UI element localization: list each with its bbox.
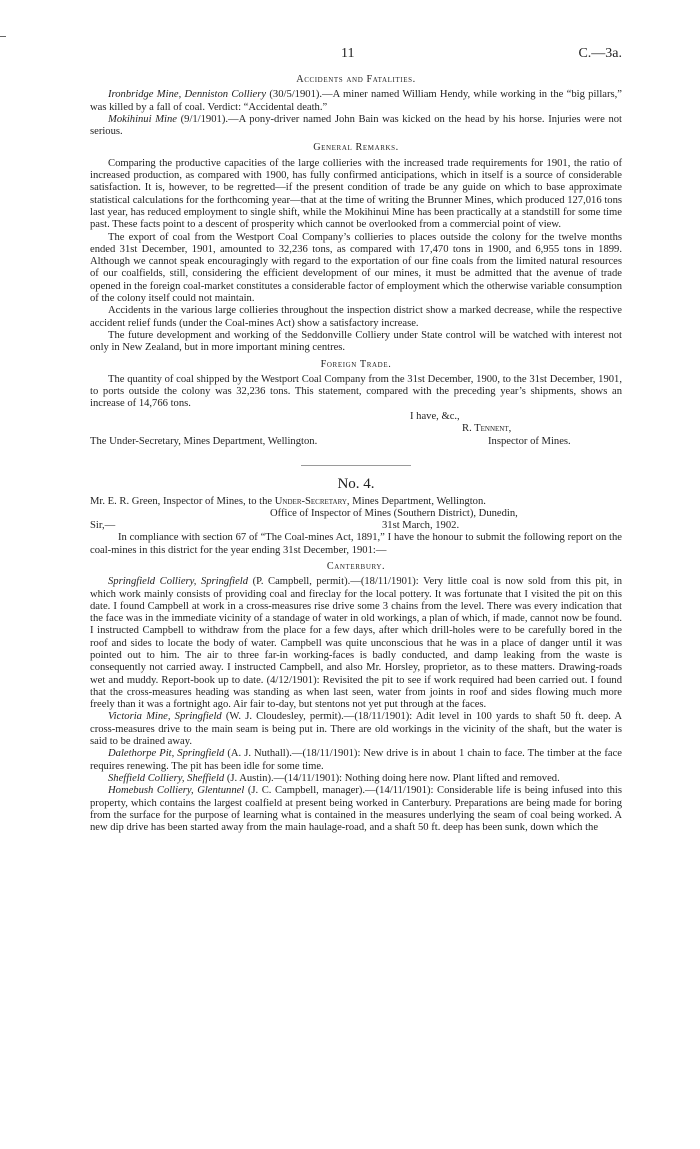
page-edge-mark	[0, 36, 6, 37]
document-page	[90, 48, 622, 834]
accidents-heading: Accidents and Fatalities.	[296, 74, 416, 85]
mine-name: Victoria Mine, Springfield	[108, 711, 222, 723]
mine-report: (J. C. Campbell, manager).—(14/11/1901): Considerable life is being infused into this property, which contains the largest coalfield at present being worked in Canterbury. Preparations are being made for boring from the surface for the purpose of learning what is contained in the measures underlying the seam of coal being worked. A new dip drive has been started away from the main haulage-road, and a shaft 50 ft. deep has been sunk, down which the	[90, 785, 622, 834]
mine-report: (P. Campbell, permit).—(18/11/1901): Very little coal is now sold from this pit, in which work mainly consists of providing coal and fireclay for the local pottery. It was fortunate that I visited the pit on this date. I found Campbell at work in a cross-measures rise drive some 3 chains from the level. There was every indication that the face was in the immediate vicinity of a standage of water in old workings, a plan of which, if made, cannot now be found. I instructed Campbell to withdraw from the place for a few days, after which drill-holes were to be carefully bored in the roof and sides to locate the body of water. Campbell was quite unconscious that he was in a place of danger until it was pointed out to him. The air to three far-in working-faces is badly conducted, and damp leaking from the waste is consequently not carried away. I instructed Campbell, and also Mr. Horsley, proprietor, as to these matters. Drawing-roads wet and muddy. Report-book up to date. (4/12/1901): Revisited the pit to see if work required had been carried out. I found that the cross-measures heading was standing as when last seen, water from joints in roof and sides flowing much more freely than it was a fortnight ago. Air fair to-day, but stentons not yet put through at the faces.	[90, 576, 622, 711]
mine-entry	[90, 773, 622, 785]
signatory: R. Tennent,	[462, 422, 512, 434]
signatory-role: Inspector of Mines.	[488, 435, 571, 447]
mine-name: Springfield Colliery, Springfield	[108, 576, 249, 588]
accident-text: (30/5/1901).—A miner named William Hendy, while working in the “big pillars,” was killed by a fall of coal. Verdict: “Accidental death.”	[90, 89, 622, 113]
mine-name: Dalethorpe Pit, Springfield	[108, 748, 225, 760]
report-intro	[90, 496, 622, 508]
mine-name: Homebush Colliery, Glentunnel	[108, 785, 245, 797]
recipient-title: Under-Secretary	[274, 496, 347, 508]
general-paragraph: Comparing the productive capacities of the large collieries with the increased trade requirements for 1901, the ratio of increased production, as compared with 1900, has fully confirmed anticipations, which in itself is a source of considerable satisfaction. It is, however, to be regretted—if the present condition of trade be any guide on which to base approximate statistical calculations for the forthcoming year—that at the time of writing the Brunner Mines, which produced 127,016 tons last year, has reduced employment to single shift, while the Mokihinui Mine has been practically at a standstill for some time past. These facts point to a descent of prosperity which cannot be overlooked from a commercial point of view.	[90, 157, 622, 231]
intro-text: , Inspector of Mines, to the	[157, 496, 275, 508]
mine-name: Mokihinui Mine	[108, 113, 177, 125]
accident-entry	[90, 89, 622, 114]
document-reference: C.—3a.	[578, 46, 622, 61]
letter-address	[90, 508, 622, 532]
mine-report: (A. J. Nuthall).—(18/11/1901): New drive is in about 1 chain to face. The timber at the face requires renewing. The pit has been idle for some time.	[90, 748, 623, 772]
inspector-name: Mr. E. R. Green	[90, 496, 158, 508]
mine-report: (W. J. Cloudesley, permit).—(18/11/1901): Adit level in 100 yards to shaft 50 ft. deep. A cross-measures drive to the main seam is being put in. There are old workings in the vicinity of the shaft, but the water is said to be drained away.	[90, 711, 622, 748]
accident-entry	[90, 114, 622, 139]
addressee: The Under-Secretary, Mines Department, Wellington.	[90, 435, 318, 447]
mine-name: Sheffield Colliery, Sheffield	[108, 772, 225, 784]
intro-text-end: , Mines Department, Wellington.	[346, 496, 486, 508]
salutation: Sir,—	[90, 520, 116, 532]
letter-closing	[90, 411, 622, 449]
foreign-trade-heading: Foreign Trade.	[320, 358, 392, 370]
report-opening	[90, 532, 622, 557]
mine-report: (J. Austin).—(14/11/1901): Nothing doing here now. Plant lifted and removed.	[224, 772, 560, 784]
general-paragraph: The future development and working of the Seddonville Colliery under State control will be watched with interest not only in New Zealand, but in more important mining centres.	[90, 329, 622, 354]
office-address: Office of Inspector of Mines (Southern District), Dunedin,	[270, 508, 518, 520]
general-paragraph: The export of coal from the Westport Coal Company’s collieries to places outside the colony for the twelve months ended 31st December, 1901, amounted to 32,236 tons, as compared with 17,470 tons in 1900, and 6,955 tons in 1899. Although we cannot speak encouragingly with regard to the exportation of our fine coals from the limited natural resources of our coalfields, still, considering the efficient development of our mines, it must be admitted that the avenue of trade opened in the foreign coal-market constitutes a considerable factor of employment which the otherwise variable consumption of the colony itself could not maintain.	[90, 231, 622, 305]
section-divider	[301, 465, 411, 466]
general-paragraph: Accidents in the various large collieries throughout the inspection district show a marked decrease, while the respective accident relief funds (under the Coal-mines Act) show a satisfactory increase.	[90, 305, 622, 329]
foreign-trade-paragraph: The quantity of coal shipped by the Westport Coal Company from the 31st December, 1900, to the 31st December, 1901, to ports outside the colony was 32,236 tons. This statement, compared with the preceding year’s shipments, shows an increase of 14,766 tons.	[90, 373, 622, 410]
mine-entry	[90, 711, 622, 748]
canterbury-heading: Canterbury.	[326, 560, 386, 572]
mine-entry	[90, 785, 622, 834]
page-number: 11	[341, 46, 355, 61]
accident-text: (9/1/1901).—A pony-driver named John Bain was kicked on the head by his horse. Injuries were not serious.	[90, 113, 622, 138]
mine-entry	[90, 576, 622, 711]
sign-off: I have, &c.,	[410, 410, 460, 422]
letter-date: 31st March, 1902.	[382, 520, 460, 532]
page-header	[90, 48, 622, 70]
report-number-title: No. 4.	[337, 475, 375, 492]
general-remarks-heading: General Remarks.	[313, 142, 399, 154]
opening-text: In compliance with section 67 of “The Coal-mines Act, 1891,” I have the honour to submit the following report on the coal-mines in this district for the year ending 31st December, 1901:—	[90, 532, 622, 556]
mine-name: Ironbridge Mine, Denniston Colliery	[108, 89, 267, 101]
mine-entry	[90, 748, 622, 773]
